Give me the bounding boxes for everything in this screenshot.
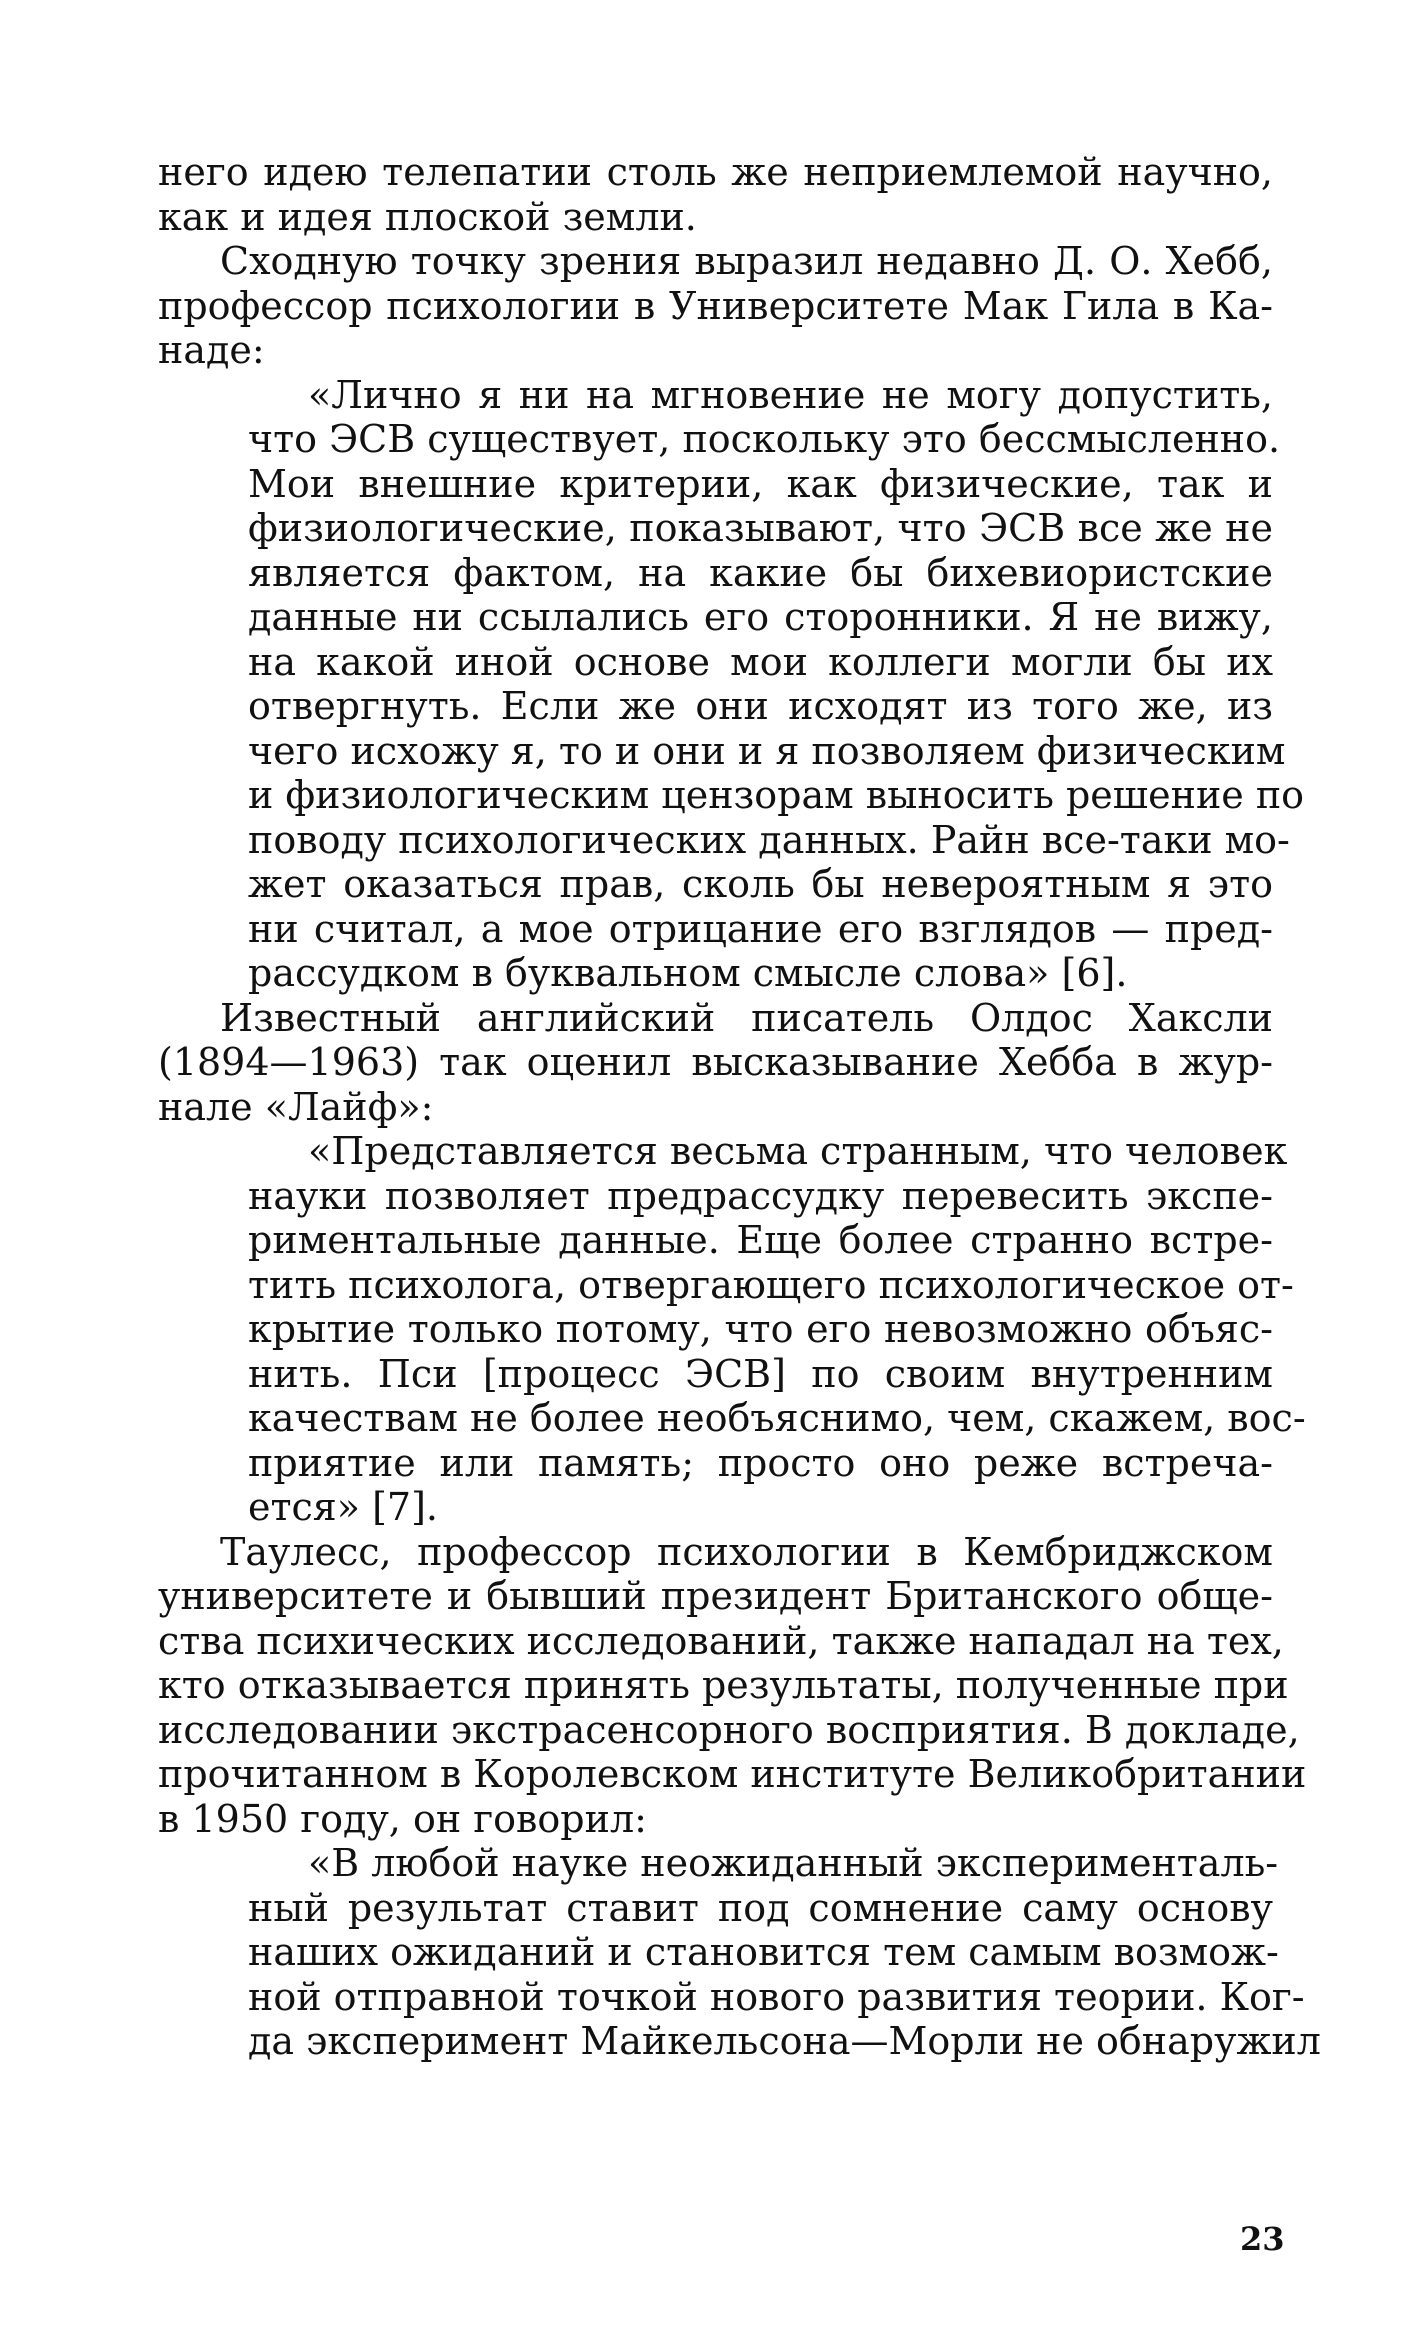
text-line: нале «Лайф»: bbox=[158, 1084, 434, 1129]
block-quote bbox=[158, 1129, 1306, 1530]
text-line: «В любой науке неожиданный эксперименталь- bbox=[308, 1841, 1279, 1885]
text-line: да эксперимент Майкельсона—Морли не обнаружил bbox=[248, 2019, 1321, 2063]
text-line: университете и бывший президент Британского обще- bbox=[158, 1574, 1273, 1618]
body-text bbox=[158, 150, 1321, 2064]
text-line: поводу психологических данных. Райн все-таки мо- bbox=[248, 817, 1290, 862]
text-line: Таулесс, профессор психологии в Кембриджском bbox=[220, 1529, 1273, 1574]
text-line: Известный английский писатель Олдос Хаксли bbox=[220, 995, 1273, 1040]
text-line: профессор психологии в Университете Мак Гила в Ка- bbox=[158, 283, 1273, 328]
block-quote bbox=[158, 1841, 1321, 2064]
paragraph bbox=[158, 150, 1273, 239]
text-line: Сходную точку зрения выразил недавно Д. О. Хебб, bbox=[220, 239, 1273, 283]
text-line: «Представляется весьма странным, что человек bbox=[308, 1129, 1288, 1173]
text-line: нить. Пси [процесс ЭСВ] по своим внутренним bbox=[248, 1351, 1273, 1396]
page-number: 23 bbox=[1240, 2220, 1285, 2258]
paragraph bbox=[158, 996, 1273, 1130]
text-line: ства психических исследований, также нападал на тех, bbox=[158, 1618, 1284, 1663]
text-line: как и идея плоской земли. bbox=[158, 194, 697, 239]
text-line: (1894—1963) так оценил высказывание Хебба в жур- bbox=[158, 1040, 1273, 1084]
text-line: «Лично я ни на мгновение не могу допустить, bbox=[308, 372, 1273, 417]
text-line: крытие только потому, что его невозможно объяс- bbox=[248, 1307, 1273, 1351]
text-line: на какой иной основе мои коллеги могли бы их bbox=[248, 639, 1273, 684]
text-line: науки позволяет предрассудку перевесить экспе- bbox=[248, 1173, 1273, 1218]
text-line: Мои внешние критерии, как физические, так и bbox=[248, 461, 1273, 506]
block-quote bbox=[158, 372, 1305, 996]
text-line: ный результат ставит под сомнение саму основу bbox=[248, 1885, 1273, 1930]
text-line: в 1950 году, он говорил: bbox=[158, 1796, 647, 1841]
text-line: наших ожиданий и становится тем самым возмож- bbox=[248, 1930, 1279, 1974]
text-line: ной отправной точкой нового развития теории. Ког- bbox=[248, 1974, 1305, 2019]
text-line: жет оказаться прав, сколь бы невероятным я это bbox=[248, 862, 1273, 906]
text-line: отвергнуть. Если же они исходят из того же, из bbox=[248, 684, 1273, 728]
text-line: риментальные данные. Еще более странно встре- bbox=[248, 1218, 1273, 1262]
text-line: физиологические, показывают, что ЭСВ все же не bbox=[248, 506, 1273, 550]
text-line: тить психолога, отвергающего психологическое от- bbox=[248, 1262, 1294, 1307]
text-line: исследовании экстрасенсорного восприятия. В докладе, bbox=[158, 1707, 1300, 1752]
text-line: кто отказывается принять результаты, полученные при bbox=[158, 1663, 1289, 1707]
text-line: качествам не более необъяснимо, чем, скажем, вос- bbox=[248, 1396, 1306, 1440]
text-line: ется» [7]. bbox=[248, 1485, 438, 1529]
text-line: прочитанном в Королевском институте Великобритании bbox=[158, 1752, 1307, 1796]
text-line: является фактом, на какие бы бихевиористские bbox=[248, 550, 1273, 595]
text-line: и физиологическим цензорам выносить решение по bbox=[248, 773, 1305, 817]
text-line: данные ни ссылались его сторонники. Я не вижу, bbox=[248, 595, 1273, 639]
text-line: ни считал, а мое отрицание его взглядов — пред- bbox=[248, 906, 1273, 951]
text-line: приятие или память; просто оно реже встреча- bbox=[248, 1440, 1273, 1485]
text-line: чего исхожу я, то и они и я позволяем физическим bbox=[248, 728, 1286, 773]
paragraph bbox=[158, 1529, 1307, 1842]
text-line: наде: bbox=[158, 328, 265, 372]
text-line: что ЭСВ существует, поскольку это бессмысленно. bbox=[248, 417, 1281, 461]
text-line: рассудком в буквальном смысле слова» [6]. bbox=[248, 951, 1128, 995]
paragraph bbox=[158, 239, 1273, 373]
text-line: него идею телепатии столь же неприемлемой научно, bbox=[158, 150, 1273, 194]
